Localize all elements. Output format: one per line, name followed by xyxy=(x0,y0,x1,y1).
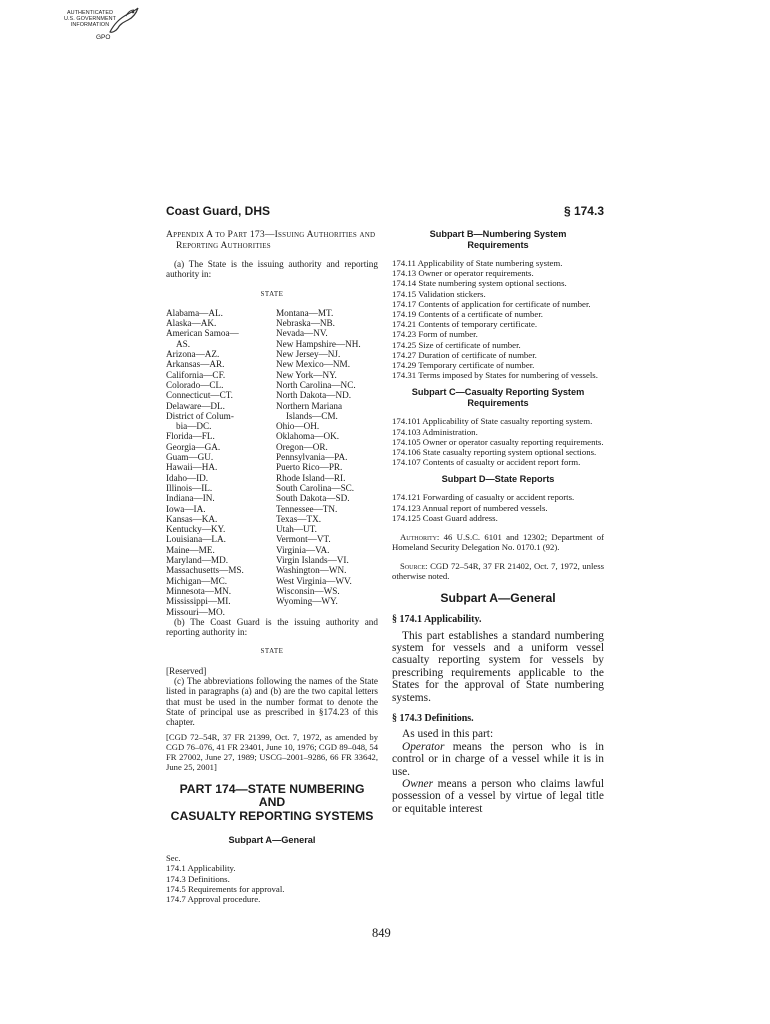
toc-entry[interactable]: 174.13 Owner or operator requirements. xyxy=(392,268,534,279)
state-entry: Northern Mariana xyxy=(276,400,343,411)
toc-entry[interactable]: 174.101 Applicability of State casualty reporting system. xyxy=(392,416,593,427)
state-entry: Tennessee—TN. xyxy=(276,503,338,514)
state-entry: Louisiana—LA. xyxy=(166,534,226,545)
part-title: PART 174—STATE NUMBERING AND CASUALTY REPORTING SYSTEMS xyxy=(170,781,374,823)
state-entry: Islands—CM. xyxy=(286,410,338,421)
toc-entry[interactable]: 174.5 Requirements for approval. xyxy=(166,883,285,894)
section-174-1-body: This part establishes a standard numbering system for vessels and a uniform vessel casualty reporting system for vessels by prescribing requirements applicable to the States for the approval of State numbering systems. xyxy=(392,629,604,704)
toc-entry[interactable]: 174.31 Terms imposed by States for numbering of vessels. xyxy=(392,370,598,381)
state-entry: Florida—FL. xyxy=(166,431,215,442)
state-entry: New Jersey—NJ. xyxy=(276,349,341,360)
state-table-heading-b: STATE xyxy=(260,647,284,656)
toc-entry[interactable]: 174.17 Contents of application for certificate of number. xyxy=(392,298,591,309)
state-entry: Montana—MT. xyxy=(276,307,334,318)
state-entry: Idaho—ID. xyxy=(166,472,209,483)
toc-subpart-a xyxy=(166,863,378,904)
section-174-3-intro: As used in this part: xyxy=(402,728,494,741)
section-174-3-title: § 174.3 Definitions. xyxy=(392,713,474,725)
state-entry: Maryland—MD. xyxy=(166,555,229,566)
state-entry: South Dakota—SD. xyxy=(276,493,350,504)
source-text: CGD 72–54R, 37 FR 21402, Oct. 7, 1972, unless otherwise noted. xyxy=(392,561,604,582)
right-column xyxy=(392,226,604,815)
state-entry: Vermont—VT. xyxy=(276,534,331,545)
toc-subpart-d-heading: Subpart D—State Reports xyxy=(441,474,555,485)
state-entry: Pennsylvania—PA. xyxy=(276,452,348,463)
source-label: Source: xyxy=(400,561,428,572)
state-entry: Alabama—AL. xyxy=(166,307,223,318)
toc-subpart-b-heading: Subpart B—Numbering System Requirements xyxy=(429,229,567,250)
state-entry: New Hampshire—NH. xyxy=(276,338,361,349)
state-entry: New York—NY. xyxy=(276,369,337,380)
subpart-a-heading: Subpart A—General xyxy=(440,591,556,606)
state-entry: Illinois—IL. xyxy=(166,482,213,493)
state-entry: North Carolina—NC. xyxy=(276,379,356,390)
definition-term: Operator xyxy=(402,740,445,753)
toc-entry[interactable]: 174.103 Administration. xyxy=(392,426,478,437)
state-table-heading: STATE xyxy=(260,289,284,298)
toc-entry[interactable]: 174.23 Form of number. xyxy=(392,329,478,340)
state-entry: Utah—UT. xyxy=(276,524,317,535)
page-number: 849 xyxy=(372,926,391,940)
definition-text: means the person who is in control or in charge of a vessel while it is in use. xyxy=(392,740,604,778)
state-entry: Guam—GU. xyxy=(166,452,214,463)
definition-text: means a person who claims lawful possession of a vessel by virtue of legal title or equitable interest xyxy=(392,778,604,815)
state-list-column-1 xyxy=(166,308,276,617)
toc-entry[interactable]: 174.29 Temporary certificate of number. xyxy=(392,360,535,371)
toc-entry[interactable]: 174.15 Validation stickers. xyxy=(392,288,486,299)
paragraph-b: (b) The Coast Guard is the issuing authority and reporting authority in: xyxy=(166,616,378,638)
definition-term: Owner xyxy=(402,778,434,791)
state-entry: California—CF. xyxy=(166,369,226,380)
authority-label: Authority: xyxy=(400,532,440,543)
toc-entry[interactable]: 174.19 Contents of a certificate of number. xyxy=(392,309,543,320)
running-header-section: § 174.3 xyxy=(563,204,604,218)
definition-operator xyxy=(392,741,604,778)
state-entry: Puerto Rico—PR. xyxy=(276,462,343,473)
state-entry: Iowa—IA. xyxy=(166,503,206,514)
toc-entry[interactable]: 174.106 State casualty reporting system optional sections. xyxy=(392,447,597,458)
toc-entry[interactable]: 174.21 Contents of temporary certificate. xyxy=(392,319,538,330)
toc-subpart-b xyxy=(392,258,604,380)
state-abbreviation-list xyxy=(166,308,378,617)
state-entry: District of Colum- xyxy=(166,410,234,421)
state-entry: Kansas—KA. xyxy=(166,513,218,524)
toc-entry[interactable]: 174.105 Owner or operator casualty reporting requirements. xyxy=(392,436,604,447)
paragraph-a: (a) The State is the issuing authority and reporting authority in: xyxy=(166,259,378,280)
state-entry: Mississippi—MI. xyxy=(166,596,231,607)
state-entry: bia—DC. xyxy=(176,421,212,432)
state-entry: Indiana—IN. xyxy=(166,493,215,504)
toc-entry[interactable]: 174.1 Applicability. xyxy=(166,863,236,874)
state-entry: Delaware—DL. xyxy=(166,400,225,411)
toc-entry[interactable]: 174.11 Applicability of State numbering system. xyxy=(392,258,563,268)
state-entry: Kentucky—KY. xyxy=(166,524,226,535)
toc-entry[interactable]: 174.7 Approval procedure. xyxy=(166,894,261,905)
source-note xyxy=(392,561,604,581)
state-entry: Minnesota—MN. xyxy=(166,585,232,596)
left-column xyxy=(166,226,378,904)
state-entry: Nevada—NV. xyxy=(276,328,328,339)
state-entry: Connecticut—CT. xyxy=(166,390,233,401)
toc-entry[interactable]: 174.121 Forwarding of casualty or accident reports. xyxy=(392,492,575,503)
toc-subpart-c-heading: Subpart C—Casualty Reporting System Requirements xyxy=(411,387,585,409)
state-entry: New Mexico—NM. xyxy=(276,359,350,370)
appendix-title: Appendix A to Part 173—Issuing Authorities and Reporting Authorities xyxy=(166,229,376,251)
state-list-column-2 xyxy=(276,308,378,617)
toc-entry[interactable]: 174.27 Duration of certificate of number. xyxy=(392,349,537,360)
state-entry: Maine—ME. xyxy=(166,544,215,555)
amendment-citation: [CGD 72–54R, 37 FR 21399, Oct. 7, 1972, as amended by CGD 76–076, 41 FR 23401, June 10, 1976; CGD 89–048, 54 FR 27002, June 27, 1989; USCG–2001–9286, 66 FR 33642, June 25, 2001] xyxy=(166,732,378,772)
state-entry: Wyoming—WY. xyxy=(276,596,338,607)
state-entry: Washington—WN. xyxy=(276,565,347,576)
state-entry: Oregon—OR. xyxy=(276,441,328,452)
state-entry: South Carolina—SC. xyxy=(276,482,355,493)
paragraph-c: (c) The abbreviations following the names of the State listed in paragraphs (a) and (b) are the two capital letters that must be used in the number format to denote the State of principal use as prescribed in §174.23 of this chapter. xyxy=(166,675,378,728)
toc-subpart-c xyxy=(392,416,604,467)
definition-owner xyxy=(392,778,604,815)
toc-subpart-d xyxy=(392,492,604,523)
authority-note xyxy=(392,532,604,552)
running-header-agency: Coast Guard, DHS xyxy=(166,204,271,218)
state-entry: Virginia—VA. xyxy=(276,544,330,555)
state-entry: Georgia—GA. xyxy=(166,441,221,452)
state-entry: Oklahoma—OK. xyxy=(276,431,340,442)
state-entry: Texas—TX. xyxy=(276,513,322,524)
state-entry: American Samoa— xyxy=(166,328,239,339)
state-entry: AS. xyxy=(176,338,191,349)
state-entry: Hawaii—HA. xyxy=(166,462,218,473)
state-entry: Ohio—OH. xyxy=(276,421,320,432)
toc-sec-label: Sec. xyxy=(166,853,181,864)
eagle-icon xyxy=(106,6,140,36)
toc-entry[interactable]: 174.125 Coast Guard address. xyxy=(392,512,498,523)
state-entry: Rhode Island—RI. xyxy=(276,472,346,483)
seal-gpo-label: GPO xyxy=(96,34,111,41)
toc-entry[interactable]: 174.3 Definitions. xyxy=(166,873,230,884)
toc-entry[interactable]: 174.25 Size of certificate of number. xyxy=(392,339,521,350)
toc-entry[interactable]: 174.123 Annual report of numbered vessels. xyxy=(392,502,548,513)
section-174-1-title: § 174.1 Applicability. xyxy=(392,614,482,626)
state-entry: Missouri—MO. xyxy=(166,606,225,617)
toc-entry[interactable]: 174.107 Contents of casualty or accident report form. xyxy=(392,457,581,468)
seal-text: AUTHENTICATED U.S. GOVERNMENT INFORMATION xyxy=(63,10,117,28)
state-entry: North Dakota—ND. xyxy=(276,390,352,401)
authority-text: 46 U.S.C. 6101 and 12302; Department of Homeland Security Delegation No. 0170.1 (92). xyxy=(392,532,604,553)
reserved-note: [Reserved] xyxy=(166,665,207,676)
state-entry: West Virginia—WV. xyxy=(276,575,352,586)
state-entry: Colorado—CL. xyxy=(166,379,224,390)
state-entry: Massachusetts—MS. xyxy=(166,565,244,576)
toc-entry[interactable]: 174.14 State numbering system optional sections. xyxy=(392,278,567,289)
state-entry: Wisconsin—WS. xyxy=(276,585,340,596)
state-entry: Virgin Islands—VI. xyxy=(276,555,349,566)
state-entry: Arizona—AZ. xyxy=(166,349,220,360)
state-entry: Nebraska—NB. xyxy=(276,318,335,329)
state-entry: Arkansas—AR. xyxy=(166,359,225,370)
state-entry: Michigan—MC. xyxy=(166,575,227,586)
gpo-authentication-seal xyxy=(62,6,142,44)
toc-subpart-a-heading: Subpart A—General xyxy=(228,835,316,846)
state-entry: Alaska—AK. xyxy=(166,318,217,329)
